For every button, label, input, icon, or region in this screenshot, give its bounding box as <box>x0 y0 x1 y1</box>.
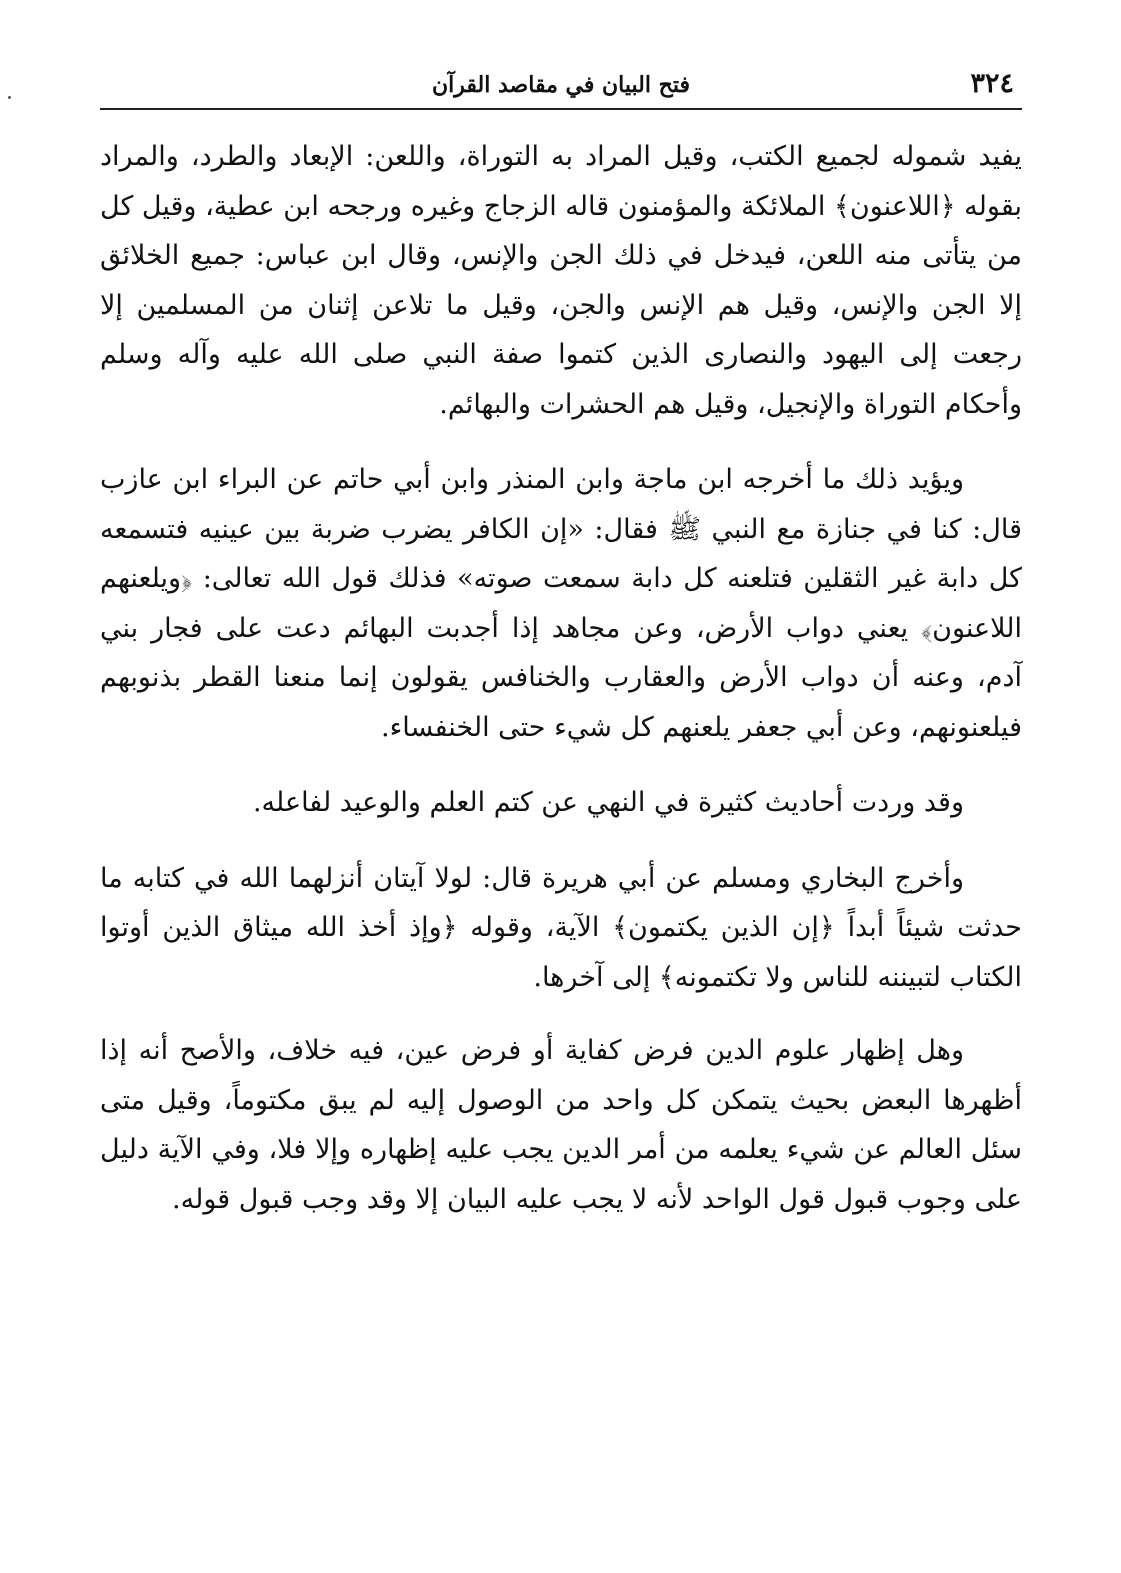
paragraph-4: وأخرج البخاري ومسلم عن أبي هريرة قال: لولا آيتان أنزلهما الله في كتابه ما حدثت شيئاً أبداً ﴿إن الذين يكتمون﴾ الآية، وقوله ﴿وإذ أخذ الله ميثاق الذين أوتوا الكتاب لتبيننه للناس ولا تكتمونه﴾ إلى آخرها. <box>100 862 1022 993</box>
paragraph-5: وهل إظهار علوم الدين فرض كفاية أو فرض عين، فيه خلاف، والأصح أنه إذا أظهرها البعض بحيث يتمكن كل واحد من الوصول إليه لم يبق مكتوماً، وقيل متى سئل العالم عن شيء يعلمه من أمر الدين يجب عليه إظهاره وإلا فلا، وفي الآية دليل على وجوب قبول قول الواحد لأنه لا يجب عليه البيان إلا وقد وجب قبول قوله. <box>100 1035 1022 1215</box>
page-number: ٣٢٤ <box>970 68 1014 99</box>
paragraph-3: وقد وردت أحاديث كثيرة في النهي عن كتم العلم والوعيد لفاعله. <box>252 787 964 818</box>
paragraph-1: يفيد شموله لجميع الكتب، وقيل المراد به التوراة، واللعن: الإبعاد والطرد، والمراد بقوله ﴿اللاعنون﴾ الملائكة والمؤمنون قاله الزجاج وغيره ورجحه ابن عطية، وقيل كل من يتأتى منه اللعن، فيدخل في ذلك الجن والإنس، وقال ابن عباس: جميع الخلائق إلا الجن والإنس، وقيل هم الإنس والجن، وقيل ما تلاعن إثنان من المسلمين إلا رجعت إلى اليهود والنصارى الذين كتموا صفة النبي صلى الله عليه وآله وسلم وأحكام التوراة والإنجيل، وقيل هم الحشرات والبهائم. <box>100 141 1022 420</box>
body-text <box>100 132 1022 1224</box>
scan-speck <box>8 96 11 99</box>
running-header <box>100 58 1022 110</box>
book-title: فتح البيان في مقاصد القرآن <box>432 72 690 98</box>
paragraph-2: ويؤيد ذلك ما أخرجه ابن ماجة وابن المنذر وابن أبي حاتم عن البراء ابن عازب قال: كنا في جنازة مع النبي ﷺ فقال: «إن الكافر يضرب ضربة بين عينيه فتسمعه كل دابة غير الثقلين فتلعنه كل دابة سمعت صوته» فذلك قول الله تعالى: ﴿ويلعنهم اللاعنون﴾ يعني دواب الأرض، وعن مجاهد إذا أجدبت البهائم دعت على فجار بني آدم، وعنه أن دواب الأرض والعقارب والخنافس يقولون إنما منعنا القطر بذنوبهم فيلعنونهم، وعن أبي جعفر يلعنهم كل شيء حتى الخنفساء. <box>100 464 1022 743</box>
book-page <box>100 58 1022 1518</box>
